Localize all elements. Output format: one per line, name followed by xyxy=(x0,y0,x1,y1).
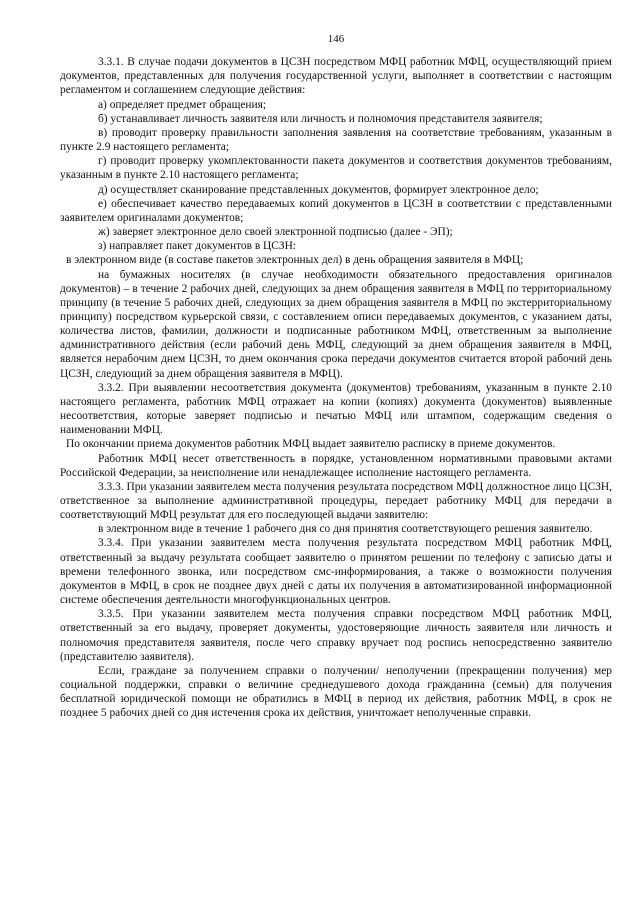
paragraph: ж) заверяет электронное дело своей электронной подписью (далее - ЭП); xyxy=(98,226,453,239)
paragraph: на бумажных носителях (в случае необходимости обязательного предоставления оригиналов документов) – в течение 2 рабочих дней, следующих за днем обращения заявителя в МФЦ по территориальному принципу (в течение 5 рабочих дней, следующих за днем обращения заявителя в МФЦ по экстерриториальному принципу) посредством курьерской связи, с составлением описи передаваемых документов, с указанием даты, количества листов, фамилии, должности и подписанные работником МФЦ, ответственным за выполнение административного действия (если рабочий день МФЦ, следующий за днем обращения заявителя в МФЦ, является нерабочим днем ЦСЗН, то днем окончания срока передачи документов считается второй рабочий день ЦСЗН, следующий за днем обращения заявителя в МФЦ). xyxy=(60,268,612,380)
paragraph: д) осуществляет сканирование представленных документов, формирует электронное дело; xyxy=(98,183,539,196)
paragraph: 3.3.4. При указании заявителем места получения результата посредством МФЦ работник МФЦ, ответственный за выдачу результата сообщает заявителю о принятом решении по телефону с записью даты и времени телефонного звонка, или посредством смс-информирования, а также о возможности получения документов в МФЦ, в срок не позднее двух дней с даты их получения в автоматизированной информационной системе обеспечения деятельности многофункциональных центров. xyxy=(60,537,612,607)
paragraph: Если, граждане за получением справки о получении/ неполучении (прекращении получения) мер социальной поддержки, справки о величине среднедушевого дохода гражданина (семьи) для получения бесплатной юридической помощи не обратились в МФЦ в период их действия, работник МФЦ, в срок не позднее 5 рабочих дней со дня истечения срока их действия, уничтожает неполученные справки. xyxy=(60,664,612,720)
paragraph: г) проводит проверку укомплектованности пакета документов и соответствия документов требованиям, указанным в пункте 2.10 настоящего регламента; xyxy=(60,155,612,182)
paragraph: 3.3.3. При указании заявителем места получения результата посредством МФЦ должностное лицо ЦСЗН, ответственное за выполнение административной процедуры, передает работнику МФЦ для передачи в соответствующий МФЦ результат для его последующей выдачи заявителю: xyxy=(60,480,612,522)
paragraph: 3.3.1. В случае подачи документов в ЦСЗН посредством МФЦ работник МФЦ, осуществляющий прием документов, представленных для получения государственной услуги, выполняет в соответствии с настоящим регламентом и соглашением следующие действия: xyxy=(60,56,612,97)
paragraph: По окончании приема документов работник МФЦ выдает заявителю расписку в приеме документов. xyxy=(66,438,556,451)
paragraph: в электронном виде в течение 1 рабочего дня со дня принятия соответствующего решения заявителю. xyxy=(98,523,593,536)
paragraph: е) обеспечивает качество передаваемых копий документов в ЦСЗН в соответствии с представленными заявителем оригиналами документов; xyxy=(60,197,612,224)
paragraph: б) устанавливает личность заявителя или личность и полномочия представителя заявителя; xyxy=(98,112,543,125)
document-body xyxy=(60,55,612,720)
paragraph: 3.3.2. При выявлении несоответствия документа (документов) требованиям, указанным в пункте 2.10 настоящего регламента, работник МФЦ отражает на копии (копиях) документа (документов) выявленные несоответствия, которые заверяет подписью и печатью МФЦ или штампом, содержащим сведения о наименовании МФЦ. xyxy=(60,381,612,437)
paragraph: а) определяет предмет обращения; xyxy=(98,98,266,111)
paragraph: 3.3.5. При указании заявителем места получения справки посредством МФЦ работник МФЦ, ответственный за его выдачу, проверяет документы, удостоверяющие личность заявителя или личность и полномочия представителя заявителя, после чего справку вручает под роспись непосредственно заявителю (представителю заявителя). xyxy=(60,608,612,663)
paragraph: в) проводит проверку правильности заполнения заявления на соответствие требованиям, указанным в пункте 2.9 настоящего регламента; xyxy=(60,126,612,154)
paragraph: в электронном виде (в составе пакетов электронных дел) в день обращения заявителя в МФЦ; xyxy=(66,254,524,267)
paragraph: з) направляет пакет документов в ЦСЗН: xyxy=(98,240,296,253)
paragraph: Работник МФЦ несет ответственность в порядке, установленном нормативными правовыми актами Российской Федерации, за неисполнение или ненадлежащее исполнение настоящего регламента. xyxy=(60,452,612,479)
page-number: 146 xyxy=(327,33,345,45)
